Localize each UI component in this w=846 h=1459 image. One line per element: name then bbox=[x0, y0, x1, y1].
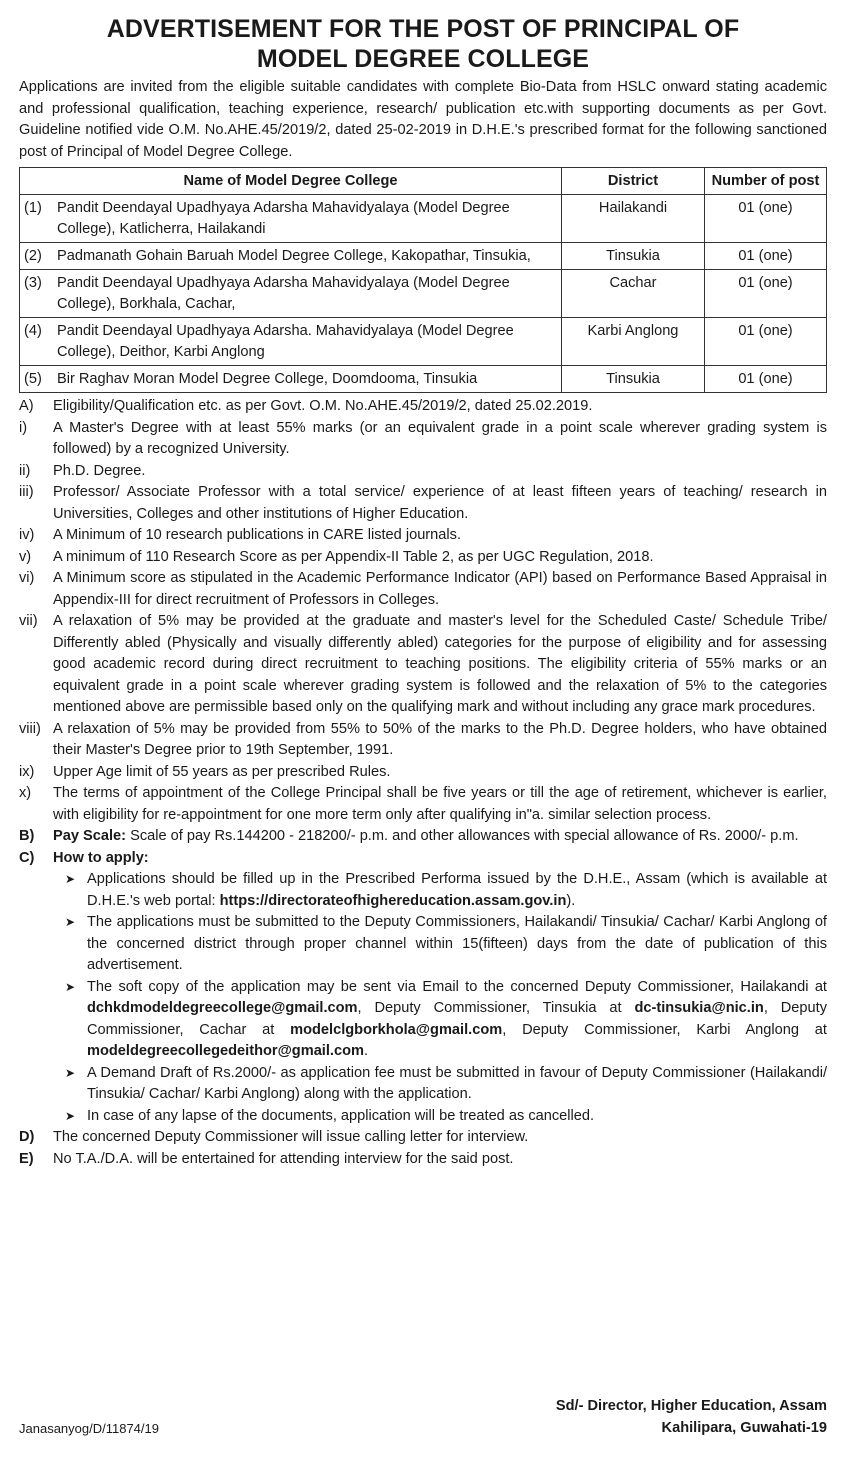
item-label: vii) bbox=[19, 613, 38, 629]
web-portal-link[interactable]: https://directorateofhighereducation.assam.gov.in bbox=[219, 892, 567, 909]
bullet-text: Applications should be filled up in the Prescribed Performa issued by the D.H.E., Assam (which is available at D.H.E.'s web portal: bbox=[87, 871, 827, 909]
arrow-bullet-icon: ➤ bbox=[64, 979, 76, 994]
list-item bbox=[19, 461, 827, 483]
posts-cell: 01 (one) bbox=[705, 318, 827, 366]
item-text: Ph.D. Degree. bbox=[53, 462, 146, 479]
arrow-bullet-icon: ➤ bbox=[64, 915, 76, 929]
college-name-cell bbox=[20, 270, 562, 318]
signature-line-2: Kahilipara, Guwahati-19 bbox=[661, 1420, 827, 1436]
district-cell: Cachar bbox=[562, 270, 705, 318]
signature-line-1: Sd/- Director, Higher Education, Assam bbox=[555, 1398, 827, 1414]
list-item bbox=[19, 719, 827, 762]
bullet-text: , Deputy Commissioner, Cachar at bbox=[87, 1000, 827, 1038]
arrow-bullet-icon: ➤ bbox=[64, 1108, 76, 1123]
section-c-heading bbox=[19, 848, 827, 870]
title-line-2: MODEL DEGREE COLLEGE bbox=[256, 45, 590, 73]
list-item bbox=[19, 869, 827, 912]
list-item bbox=[19, 783, 827, 826]
section-d-text: The concerned Deputy Commissioner will issue calling letter for interview. bbox=[53, 1129, 529, 1145]
item-text: A relaxation of 5% may be provided at the graduate and master's level for the Scheduled Caste/ Schedule Tribe/ Differently abled (Physically and visually differently abled) categories for the purpose of eligibility and for assessing good academic record during direct recruitment to teaching positions. The eligibility criteria of 55% marks or an equivalent grade in a point scale wherever grading system is followed and the relaxation of 5% to the categories mentioned above are permissible based only on the qualifying mark and without including any grace mark procedures. bbox=[53, 613, 827, 715]
header-posts: Number of post bbox=[705, 168, 827, 195]
section-label: A) bbox=[19, 398, 34, 414]
header-college-name: Name of Model Degree College bbox=[20, 168, 562, 195]
row-number: (2) bbox=[24, 248, 42, 264]
section-label: D) bbox=[19, 1129, 35, 1145]
table-row bbox=[20, 195, 827, 243]
item-label: ix) bbox=[19, 763, 35, 780]
bullet-text: In case of any lapse of the documents, application will be treated as cancelled. bbox=[87, 1107, 595, 1124]
section-label: E) bbox=[19, 1150, 34, 1167]
section-b-pay-scale bbox=[19, 826, 827, 848]
row-number: (5) bbox=[24, 371, 42, 387]
college-name: Pandit Deendayal Upadhyaya Adarsha Mahavidyalaya (Model Degree College), Borkhala, Cachar, bbox=[57, 275, 510, 312]
page-title bbox=[19, 14, 827, 74]
item-text: Professor/ Associate Professor with a total service/ experience of at least fifteen years of teaching/ research in Universities, Colleges and other institutions of Higher Education. bbox=[53, 484, 827, 522]
header-district: District bbox=[562, 168, 705, 195]
how-to-apply-heading: How to apply: bbox=[53, 849, 149, 866]
district-cell: Tinsukia bbox=[562, 243, 705, 270]
email-cachar[interactable]: modelclgborkhola@gmail.com bbox=[290, 1021, 503, 1038]
district-cell: Karbi Anglong bbox=[562, 318, 705, 366]
item-label: x) bbox=[19, 785, 32, 801]
posts-cell: 01 (one) bbox=[705, 270, 827, 318]
item-text: A Minimum of 10 research publications in CARE listed journals. bbox=[53, 527, 461, 543]
item-label: v) bbox=[19, 548, 32, 565]
table-header-row bbox=[20, 168, 827, 195]
section-e-text: No T.A./D.A. will be entertained for attending interview for the said post. bbox=[53, 1150, 514, 1167]
college-name: Pandit Deendayal Upadhyaya Adarsha. Mahavidyalaya (Model Degree College), Deithor, Karbi Anglong bbox=[57, 323, 514, 360]
table-row bbox=[20, 270, 827, 318]
email-hailakandi[interactable]: dchkdmodeldegreecollege@gmail.com bbox=[87, 1000, 358, 1016]
item-label: vi) bbox=[19, 570, 35, 586]
colleges-table bbox=[19, 167, 827, 393]
item-text: Upper Age limit of 55 years as per prescribed Rules. bbox=[53, 763, 391, 780]
item-label: iv) bbox=[19, 527, 35, 543]
item-label: iii) bbox=[19, 484, 34, 500]
item-text: A relaxation of 5% may be provided from 55% to 50% of the marks to the Ph.D. Degree holders, who have obtained their Master's Degree prior to 19th September, 1991. bbox=[53, 720, 827, 758]
posts-cell: 01 (one) bbox=[705, 195, 827, 243]
reference-number: Janasanyog/D/11874/19 bbox=[19, 1420, 159, 1436]
arrow-bullet-icon: ➤ bbox=[64, 1065, 76, 1080]
list-item bbox=[19, 611, 827, 719]
bullet-text: The applications must be submitted to the Deputy Commissioners, Hailakandi/ Tinsukia/ Cachar/ Karbi Anglong of the concerned district through proper channel within 15(fifteen) days from the date of publication of this advertisement. bbox=[87, 914, 827, 973]
bullet-text-end: ). bbox=[566, 892, 576, 909]
title-line-1: ADVERTISEMENT FOR THE POST OF PRINCIPAL OF bbox=[106, 15, 740, 43]
row-number: (4) bbox=[24, 323, 42, 339]
footer bbox=[19, 1395, 827, 1439]
college-name: Pandit Deendayal Upadhyaya Adarsha Mahavidyalaya (Model Degree College), Katlicherra, Hailakandi bbox=[57, 200, 510, 237]
email-tinsukia[interactable]: dc-tinsukia@nic.in bbox=[634, 1000, 764, 1016]
posts-cell: 01 (one) bbox=[705, 366, 827, 393]
college-name-cell bbox=[20, 195, 562, 243]
item-text: A Minimum score as stipulated in the Academic Performance Indicator (API) based on Performance Based Appraisal in Appendix-III for direct recruitment of Professors in Colleges. bbox=[53, 570, 827, 608]
section-label: C) bbox=[19, 849, 35, 866]
list-item bbox=[19, 525, 827, 547]
list-item bbox=[19, 568, 827, 611]
list-item bbox=[19, 912, 827, 977]
bullet-text: The soft copy of the application may be sent via Email to the concerned Deputy Commissioner, Hailakandi at bbox=[87, 978, 827, 995]
section-e bbox=[19, 1149, 827, 1171]
bullet-text: . bbox=[363, 1043, 369, 1059]
row-number: (3) bbox=[24, 275, 42, 291]
list-item bbox=[19, 762, 827, 784]
district-cell: Tinsukia bbox=[562, 366, 705, 393]
section-label: B) bbox=[19, 828, 35, 844]
section-a-heading bbox=[19, 396, 827, 418]
item-label: i) bbox=[19, 419, 28, 436]
college-name: Padmanath Gohain Baruah Model Degree College, Kakopathar, Tinsukia, bbox=[57, 248, 531, 264]
list-item bbox=[19, 418, 827, 461]
section-d bbox=[19, 1127, 827, 1149]
pay-scale-heading: Pay Scale: bbox=[53, 828, 127, 844]
table-row bbox=[20, 318, 827, 366]
table-row bbox=[20, 366, 827, 393]
item-label: ii) bbox=[19, 462, 31, 479]
college-name-cell bbox=[20, 243, 562, 270]
list-item bbox=[19, 1063, 827, 1106]
bullet-text: , Deputy Commissioner, Tinsukia at bbox=[357, 1000, 622, 1016]
district-cell: Hailakandi bbox=[562, 195, 705, 243]
section-a-text: Eligibility/Qualification etc. as per Govt. O.M. No.AHE.45/2019/2, dated 25.02.2019. bbox=[53, 398, 593, 414]
posts-cell: 01 (one) bbox=[705, 243, 827, 270]
bullet-text: , Deputy Commissioner, Karbi Anglong at bbox=[502, 1021, 827, 1038]
list-item bbox=[19, 977, 827, 1063]
item-label: viii) bbox=[19, 720, 41, 737]
row-number: (1) bbox=[24, 200, 42, 216]
arrow-bullet-icon: ➤ bbox=[64, 872, 76, 886]
item-text: The terms of appointment of the College Principal shall be five years or till the age of retirement, whichever is earlier, with eligibility for re-appointment for one more term only after qualifying in"a. similar selection process. bbox=[53, 785, 827, 823]
bullet-text: A Demand Draft of Rs.2000/- as application fee must be submitted in favour of Deputy Commissioner (Hailakandi/ Tinsukia/ Cachar/ Karbi Anglong) along with the application. bbox=[87, 1064, 827, 1102]
table-row bbox=[20, 243, 827, 270]
item-text: A minimum of 110 Research Score as per Appendix-II Table 2, as per UGC Regulation, 2018. bbox=[53, 548, 654, 565]
college-name: Bir Raghav Moran Model Degree College, Doomdooma, Tinsukia bbox=[57, 371, 478, 387]
college-name-cell bbox=[20, 366, 562, 393]
pay-scale-text: Scale of pay Rs.144200 - 218200/- p.m. and other allowances with special allowance of Rs. 2000/- p.m. bbox=[130, 828, 799, 844]
list-item bbox=[19, 547, 827, 569]
email-karbi-anglong[interactable]: modeldegreecollegedeithor@gmail.com bbox=[87, 1043, 364, 1059]
intro-paragraph: Applications are invited from the eligible suitable candidates with complete Bio-Data from HSLC onward stating academic and professional qualification, teaching experience, research/ publication etc.with supporting documents as per Govt. Guideline notified vide O.M. No.AHE.45/2019/2, dated 25-02-2019 in D.H.E.'s prescribed format for the following sanctioned post of Principal of Model Degree College. bbox=[19, 79, 827, 160]
list-item bbox=[19, 1106, 827, 1128]
item-text: A Master's Degree with at least 55% marks (or an equivalent grade in a point scale wherever grading system is followed) by a recognized University. bbox=[53, 419, 827, 457]
college-name-cell bbox=[20, 318, 562, 366]
list-item bbox=[19, 482, 827, 525]
